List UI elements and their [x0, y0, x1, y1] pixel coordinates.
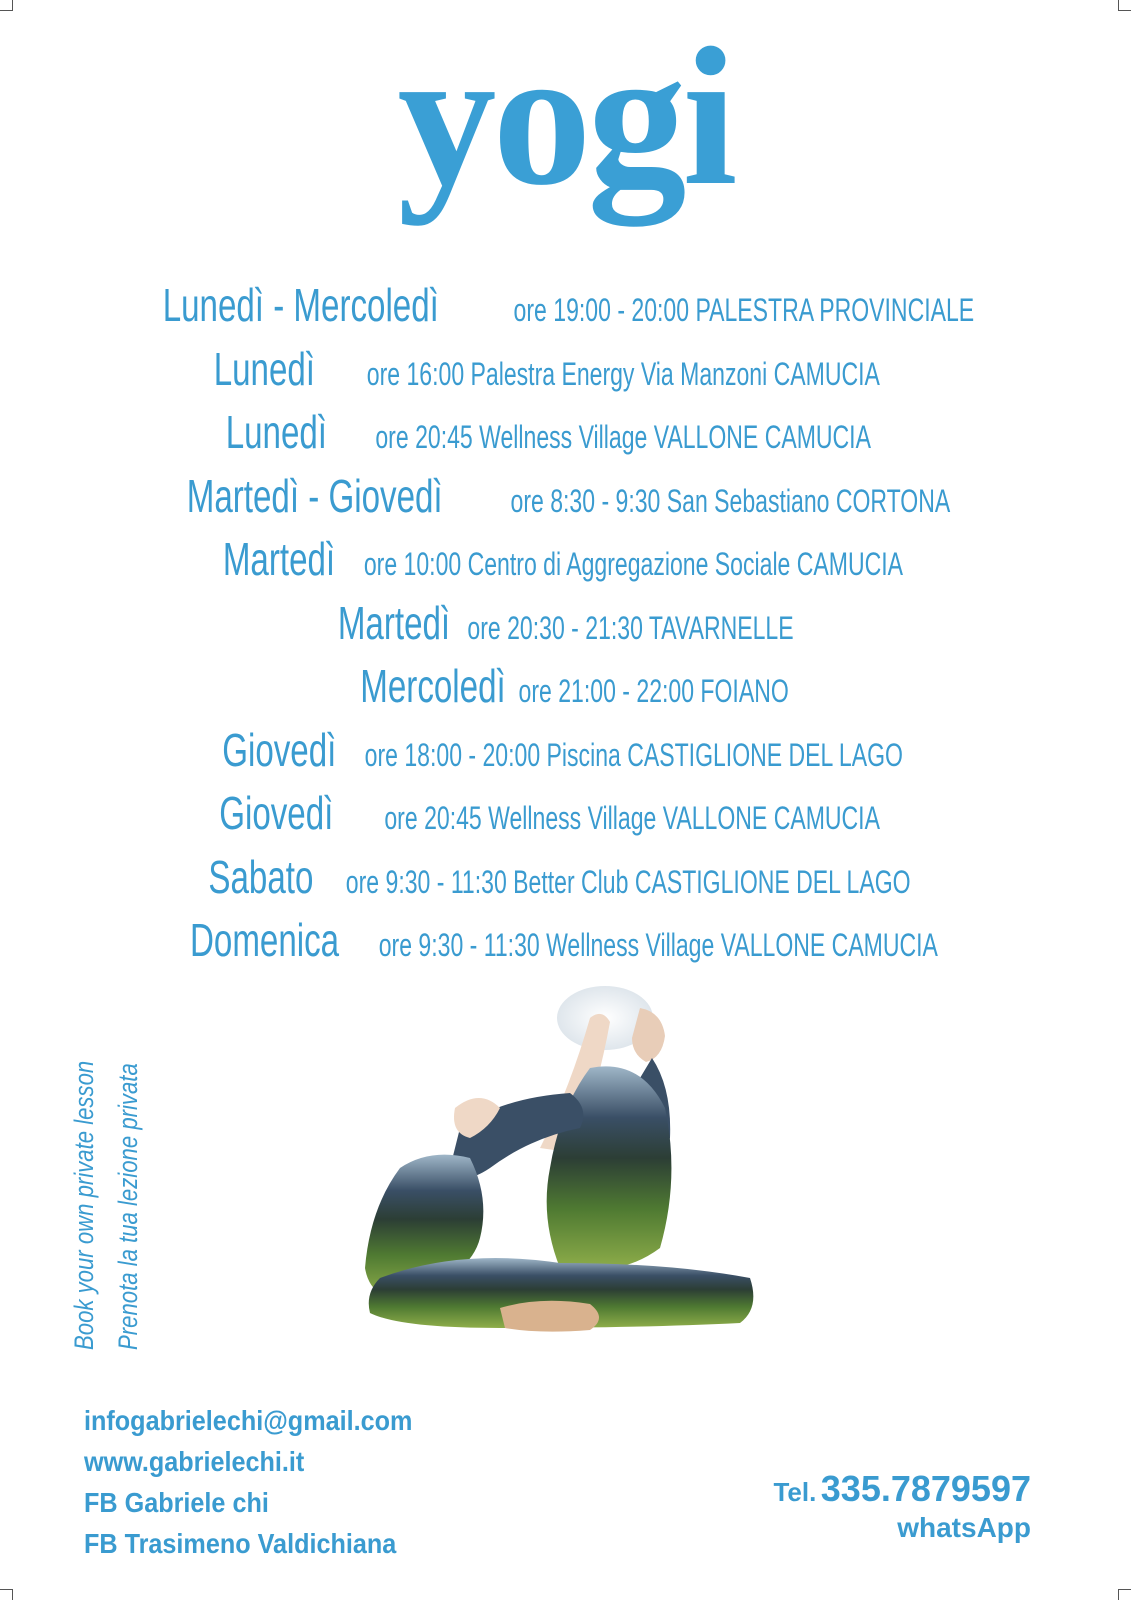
schedule-details: ore 19:00 - 20:00 PALESTRA PROVINCIALE: [513, 292, 975, 328]
schedule-day: Giovedì: [222, 723, 337, 776]
schedule-details: ore 21:00 - 22:00 FOIANO: [518, 673, 789, 709]
schedule-day: Martedì - Giovedì: [187, 469, 444, 522]
schedule-details: ore 10:00 Centro di Aggregazione Sociale CAMUCIA: [363, 546, 903, 582]
schedule-item: [0, 469, 1131, 533]
schedule-day: Mercoledì: [360, 660, 506, 712]
schedule-item: [0, 405, 1131, 469]
schedule-details: ore 9:30 - 11:30 Wellness Village VALLONE CAMUCIA: [378, 927, 939, 963]
website-link[interactable]: www.gabrielechi.it: [84, 1446, 305, 1477]
page-title: yogi: [397, 7, 734, 226]
facebook-page-2[interactable]: FB Trasimeno Valdichiana: [84, 1528, 397, 1559]
schedule-day: Martedì: [222, 533, 335, 585]
schedule-details: ore 9:30 - 11:30 Better Club CASTIGLIONE DEL LAGO: [345, 863, 911, 900]
schedule-day: Domenica: [190, 914, 340, 966]
schedule-item: [0, 278, 1131, 342]
schedule-day: Lunedì: [213, 342, 315, 395]
schedule-item: [0, 723, 1131, 787]
schedule-item: [0, 532, 1131, 596]
schedule-day: Martedì: [337, 596, 451, 649]
schedule-day: Lunedì: [225, 406, 327, 458]
crop-mark-bottom-right: [1118, 1589, 1131, 1600]
schedule-item: [0, 786, 1131, 850]
private-lesson-note: [62, 1010, 150, 1350]
email-link[interactable]: infogabrielechi@gmail.com: [84, 1405, 413, 1436]
schedule-item: [0, 596, 1131, 660]
phone-info: [773, 1468, 1031, 1544]
private-lesson-english: Book your own private lesson: [69, 1060, 99, 1350]
crop-mark-top-left: [0, 0, 13, 11]
schedule-day: Sabato: [208, 850, 314, 903]
schedule-details: ore 20:45 Wellness Village VALLONE CAMUCIA: [375, 419, 871, 455]
phone-label: Tel.: [773, 1477, 817, 1507]
schedule-details: ore 8:30 - 9:30 San Sebastiano CORTONA: [510, 482, 951, 519]
facebook-page-1[interactable]: FB Gabriele chi: [84, 1487, 269, 1518]
schedule-item: [0, 913, 1131, 977]
private-lesson-italian: Prenota la tua lezione privata: [113, 1063, 143, 1350]
schedule-details: ore 20:30 - 21:30 TAVARNELLE: [467, 609, 794, 646]
schedule-day: Lunedì - Mercoledì: [162, 279, 439, 331]
schedule-item: [0, 659, 1131, 723]
crop-mark-bottom-left: [0, 1589, 13, 1600]
schedule-details: ore 16:00 Palestra Energy Via Manzoni CAMUCIA: [366, 355, 880, 392]
crop-mark-top-right: [1118, 0, 1131, 11]
schedule-list: [0, 278, 1131, 977]
schedule-details: ore 20:45 Wellness Village VALLONE CAMUCIA: [383, 800, 880, 836]
schedule-day: Giovedì: [219, 787, 334, 839]
schedule-item: [0, 850, 1131, 914]
phone-number[interactable]: 335.7879597: [820, 1468, 1031, 1509]
schedule-item: [0, 342, 1131, 406]
schedule-details: ore 18:00 - 20:00 Piscina CASTIGLIONE DEL LAGO: [365, 736, 904, 773]
contact-info: [84, 1400, 449, 1564]
whatsapp-label: whatsApp: [897, 1512, 1031, 1543]
yoga-pose-image: [340, 978, 780, 1358]
